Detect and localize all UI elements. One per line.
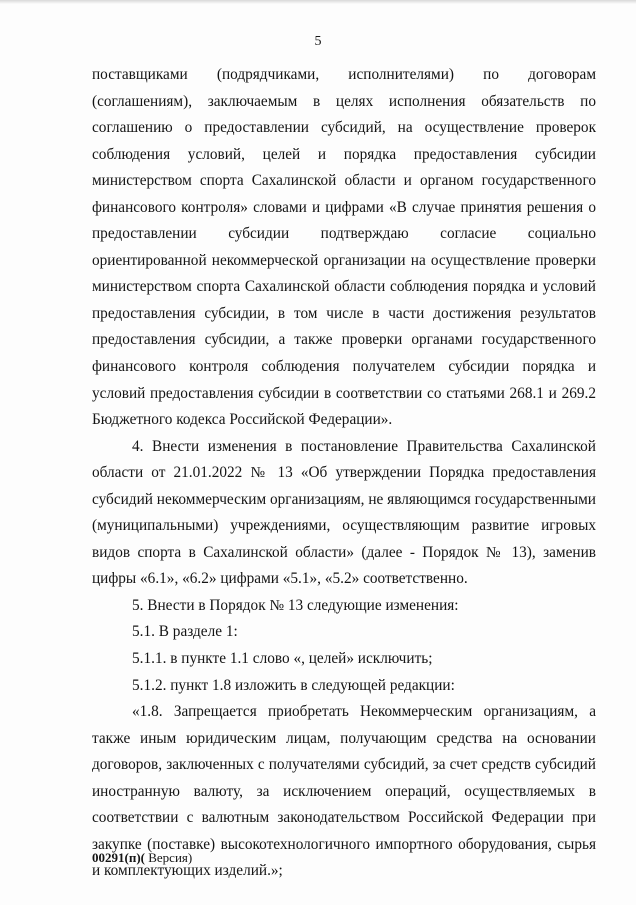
footer-version-label: Версия) [144, 850, 193, 865]
paragraph-item-5-1: 5.1. В разделе 1: [132, 623, 238, 641]
scan-top-edge [0, 0, 636, 4]
document-body [92, 62, 596, 885]
footer-code-number: 00291(п)( [92, 850, 145, 865]
paragraph-item-5-1-1: 5.1.1. в пункте 1.1 слово «, целей» исключить; [132, 650, 433, 668]
page-number: 5 [314, 34, 322, 49]
paragraph-item-5: 5. Внести в Порядок № 13 следующие изменения: [132, 596, 459, 614]
paragraph-clause-1-8: «1.8. Запрещается приобретать Некоммерческим организациям, а также иным юридическим лицам, получающим средства на основании договоров, заключенных с получателями субсидий, за счет средств субсидий иностранную валюту, за исключением операций, осуществляемых в соответствии с валютным законодательством Российской Федерации при закупке (поставке) высокотехнологичного импортного оборудования, сырья и комплектующих изделий.»; [92, 703, 596, 880]
paragraph-continuation: поставщиками (подрядчиками, исполнителями) по договорам (соглашениям), заключаемым в целях исполнения обязательств по соглашению о предоставлении субсидий, на осуществление проверок соблюдения условий, целей и порядка предоставления субсидии министерством спорта Сахалинской области и органом государственного финансового контроля» словами и цифрами «В случае принятия решения о предоставлении субсидии подтверждаю согласие социально ориентированной некоммерческой организации на осуществление проверки министерством спорта Сахалинской области соблюдения порядка и условий предоставления субсидии, в том числе в части достижения результатов предоставления субсидии, а также проверки органами государственного финансового контроля соблюдения получателем субсидии порядка и условий предоставления субсидии в соответствии со статьями 268.1 и 269.2 Бюджетного кодекса Российской Федерации». [92, 66, 596, 429]
paragraph-item-4: 4. Внести изменения в постановление Правительства Сахалинской области от 21.01.2022 № 13 «Об утверждении Порядка предоставления субсидий некоммерческим организациям, не являющимся государственными (муниципальными) учреждениями, осуществляющим развитие игровых видов спорта в Сахалинской области» (далее - Порядок № 13), заменив цифры «6.1», «6.2» цифрами «5.1», «5.2» соответственно. [92, 437, 596, 588]
document-footer-code [92, 850, 192, 866]
paragraph-item-5-1-2: 5.1.2. пункт 1.8 изложить в следующей редакции: [132, 676, 455, 694]
